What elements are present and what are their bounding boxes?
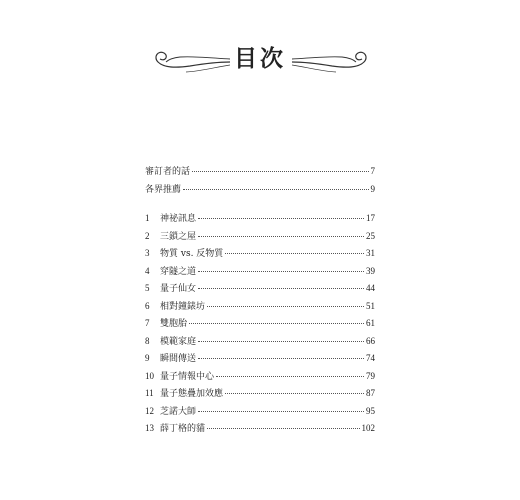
dot-leader xyxy=(192,171,368,172)
dot-leader xyxy=(198,341,364,342)
chapter-title: 芝諾大師 xyxy=(160,406,197,417)
chapter-number: 11 xyxy=(145,388,154,398)
dot-leader xyxy=(225,253,364,254)
left-flourish-ornament xyxy=(150,46,232,76)
dot-leader xyxy=(198,271,364,272)
dot-leader xyxy=(189,323,364,324)
chapter-page: 102 xyxy=(361,423,375,433)
chapter-page: 17 xyxy=(366,213,375,223)
chapter-entry[interactable] xyxy=(145,245,375,263)
chapter-entry[interactable] xyxy=(145,210,375,228)
chapter-number: 8 xyxy=(145,335,150,346)
chapter-number: 12 xyxy=(145,405,154,416)
chapter-page: 25 xyxy=(366,230,375,241)
entry-label: 審訂者的話 xyxy=(145,167,191,177)
right-flourish-ornament xyxy=(290,46,372,76)
entry-page: 7 xyxy=(370,166,375,176)
toc-entry[interactable] xyxy=(145,163,375,181)
chapter-entry[interactable] xyxy=(145,298,375,316)
chapter-number: 9 xyxy=(145,353,150,363)
chapter-number: 5 xyxy=(145,283,150,293)
chapter-entry[interactable] xyxy=(145,385,375,403)
entry-label: 各界推薦 xyxy=(145,184,182,195)
dot-leader xyxy=(225,393,364,394)
chapter-entry[interactable] xyxy=(145,263,375,281)
chapter-page: 95 xyxy=(366,405,375,416)
chapter-entry[interactable] xyxy=(145,333,375,351)
dot-leader xyxy=(183,189,368,190)
chapter-entry[interactable] xyxy=(145,368,375,386)
chapter-entry[interactable] xyxy=(145,403,375,421)
toc-entry[interactable] xyxy=(145,181,375,199)
chapter-page: 31 xyxy=(366,248,375,258)
dot-leader xyxy=(207,306,364,307)
chapter-title: 神祕訊息 xyxy=(160,214,197,224)
front-matter-list xyxy=(145,163,375,198)
chapter-page: 66 xyxy=(366,335,375,346)
chapter-title: 模範家庭 xyxy=(160,336,197,347)
toc-header xyxy=(0,38,520,84)
chapter-list xyxy=(145,210,375,438)
dot-leader xyxy=(198,236,364,237)
chapter-title: 量子態疊加效應 xyxy=(160,389,224,399)
entry-page: 9 xyxy=(370,183,375,194)
chapter-title: 量子仙女 xyxy=(160,284,197,294)
dot-leader xyxy=(207,428,359,429)
chapter-page: 51 xyxy=(366,300,375,311)
chapter-entry[interactable] xyxy=(145,228,375,246)
chapter-page: 61 xyxy=(366,318,375,328)
chapter-number: 2 xyxy=(145,230,150,241)
chapter-title: 雙胞胎 xyxy=(160,319,188,329)
chapter-number: 4 xyxy=(145,265,150,276)
dot-leader xyxy=(198,288,364,289)
chapter-entry[interactable] xyxy=(145,280,375,298)
dot-leader xyxy=(216,376,364,377)
chapter-title: 量子情報中心 xyxy=(160,371,215,382)
dot-leader xyxy=(198,358,364,359)
dot-leader xyxy=(198,218,364,219)
chapter-entry[interactable] xyxy=(145,350,375,368)
chapter-entry[interactable] xyxy=(145,420,375,438)
chapter-page: 74 xyxy=(366,353,375,363)
chapter-title: 三鎖之屋 xyxy=(160,231,197,242)
chapter-title: 物質 vs. 反物質 xyxy=(160,249,224,259)
chapter-number: 1 xyxy=(145,213,150,223)
chapter-page: 44 xyxy=(366,283,375,293)
chapter-page: 39 xyxy=(366,265,375,276)
chapter-title: 相對鐘錶坊 xyxy=(160,301,206,312)
chapter-title: 薛丁格的貓 xyxy=(160,424,206,434)
chapter-title: 瞬間傳送 xyxy=(160,354,197,364)
toc-title: 目次 xyxy=(234,45,286,72)
chapter-number: 3 xyxy=(145,248,150,258)
chapter-number: 13 xyxy=(145,423,154,433)
chapter-page: 79 xyxy=(366,370,375,381)
chapter-page: 87 xyxy=(366,388,375,398)
dot-leader xyxy=(198,411,364,412)
chapter-number: 10 xyxy=(145,370,154,381)
chapter-title: 穿隧之道 xyxy=(160,266,197,277)
chapter-entry[interactable] xyxy=(145,315,375,333)
chapter-number: 6 xyxy=(145,300,150,311)
chapter-number: 7 xyxy=(145,318,150,328)
